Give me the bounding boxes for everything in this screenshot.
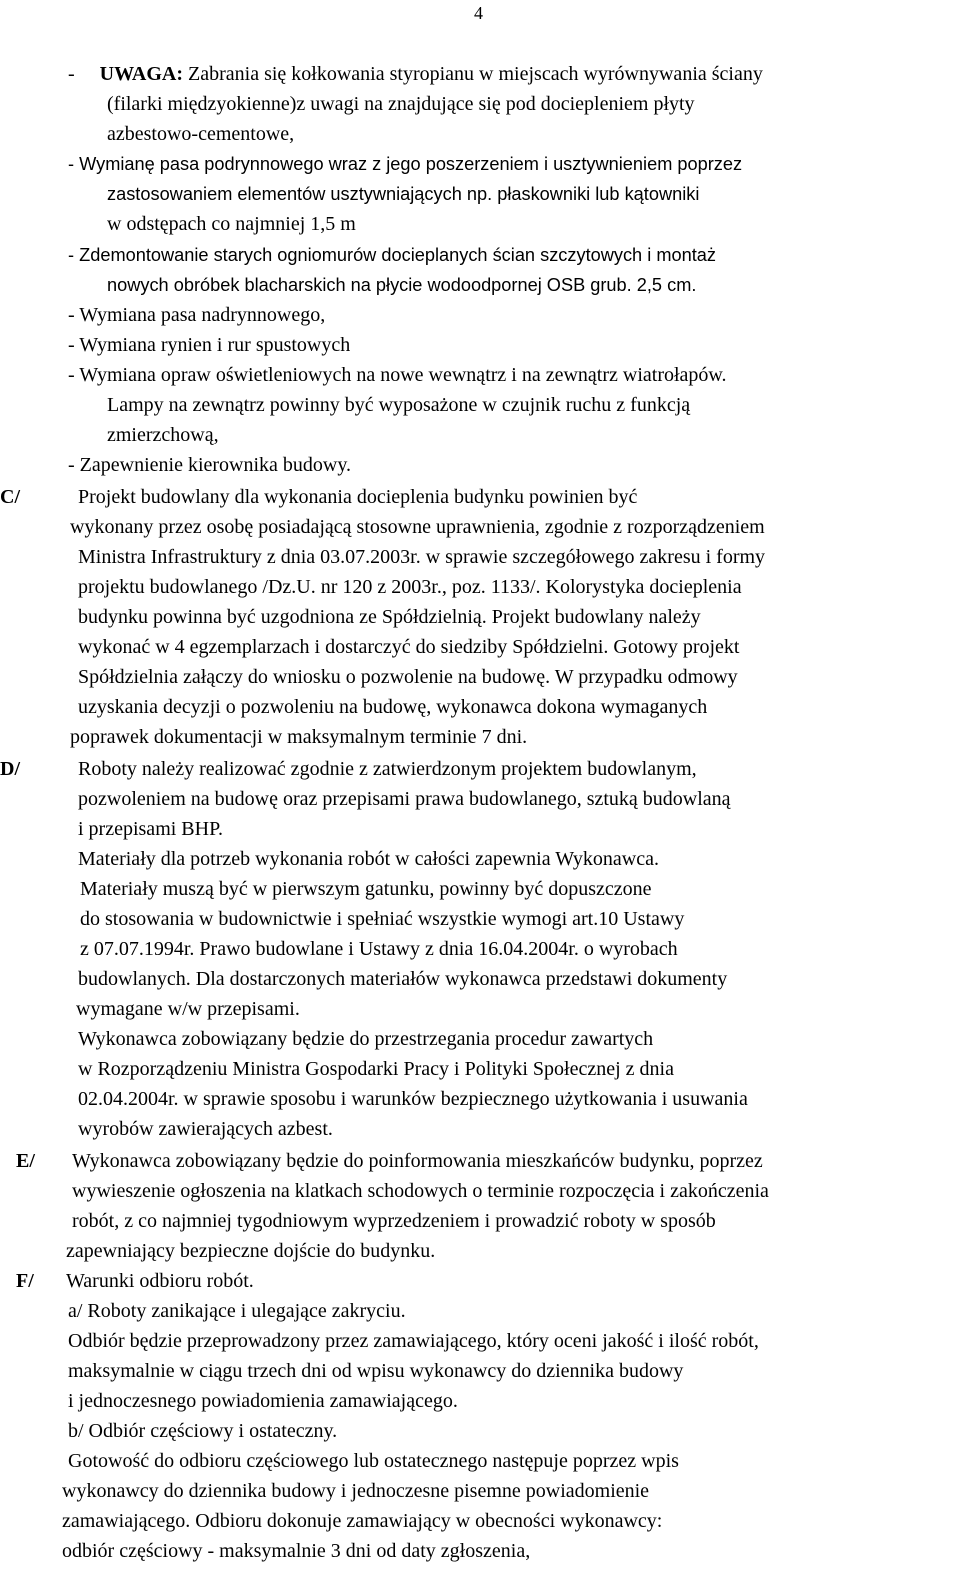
text-line: wykonawcy do dziennika budowy i jednoczesne pisemne powiadomienie — [62, 1480, 650, 1502]
text-line: 02.04.2004r. w sprawie sposobu i warunków bezpiecznego użytkowania i usuwania — [78, 1088, 748, 1110]
text-line: - Zapewnienie kierownika budowy. — [68, 454, 352, 476]
section-marker-d: D/ — [0, 758, 20, 780]
text-line: wyrobów zawierających azbest. — [78, 1118, 333, 1140]
text-line: Ministra Infrastruktury z dnia 03.07.2003r. w sprawie szczegółowego zakresu i formy — [78, 546, 766, 568]
text-line: - Wymianę pasa podrynnowego wraz z jego poszerzeniem i usztywnieniem poprzez — [68, 154, 743, 174]
text-line: - Zdemontowanie starych ogniomurów docieplanych ścian szczytowych i montaż — [68, 245, 716, 265]
text-line: (filarki międzyokienne)z uwagi na znajdujące się pod dociepleniem płyty — [107, 93, 695, 115]
text-line: - Wymiana opraw oświetleniowych na nowe wewnątrz i na zewnątrz wiatrołapów. — [68, 364, 727, 386]
section-marker-e: E/ — [16, 1150, 35, 1172]
text-line: do stosowania w budownictwie i spełniać wszystkie wymogi art.10 Ustawy — [80, 908, 685, 930]
text-line: Materiały muszą być w pierwszym gatunku, powinny być dopuszczone — [80, 878, 652, 900]
text-line: Odbiór będzie przeprowadzony przez zamawiającego, który oceni jakość i ilość robót, — [68, 1330, 759, 1352]
text-line: projektu budowlanego /Dz.U. nr 120 z 2003r., poz. 1133/. Kolorystyka docieplenia — [78, 576, 742, 598]
text-line: zmierzchową, — [107, 424, 219, 446]
text-line: Spółdzielnia załączy do wniosku o pozwolenie na budowę. W przypadku odmowy — [78, 666, 738, 688]
text-line: uzyskania decyzji o pozwoleniu na budowę, wykonawca dokona wymaganych — [78, 696, 708, 718]
text-line: Warunki odbioru robót. — [66, 1270, 254, 1292]
text-line: wymagane w/w przepisami. — [76, 998, 300, 1020]
text-line: - Wymiana pasa nadrynnowego, — [68, 304, 326, 326]
text-line: poprawek dokumentacji w maksymalnym terminie 7 dni. — [70, 726, 528, 748]
warning-text: Zabrania się kołkowania styropianu w miejscach wyrównywania ściany — [188, 63, 763, 85]
text-line: nowych obróbek blacharskich na płycie wodoodpornej OSB grub. 2,5 cm. — [107, 275, 697, 295]
text-line: Wykonawca zobowiązany będzie do poinformowania mieszkańców budynku, poprzez — [72, 1150, 763, 1172]
text-line: zamawiającego. Odbioru dokonuje zamawiający w obecności wykonawcy: — [62, 1510, 663, 1532]
text-line: zapewniający bezpieczne dojście do budynku. — [66, 1240, 436, 1262]
text-line: budynku powinna być uzgodniona ze Spółdzielnią. Projekt budowlany należy — [78, 606, 701, 628]
text-line: i jednoczesnego powiadomienia zamawiającego. — [68, 1390, 458, 1412]
text-line: robót, z co najmniej tygodniowym wyprzedzeniem i prowadzić roboty w sposób — [72, 1210, 716, 1232]
text-line: zastosowaniem elementów usztywniających np. płaskowniki lub kątowniki — [107, 184, 700, 204]
text-line: maksymalnie w ciągu trzech dni od wpisu wykonawcy do dziennika budowy — [68, 1360, 684, 1382]
warning-line: - UWAGA: Zabrania się kołkowania styropianu w miejscach wyrównywania ściany — [68, 63, 763, 85]
text-line: Materiały dla potrzeb wykonania robót w całości zapewnia Wykonawca. — [78, 848, 659, 870]
text-line: Wykonawca zobowiązany będzie do przestrzegania procedur zawartych — [78, 1028, 654, 1050]
text-line: b/ Odbiór częściowy i ostateczny. — [68, 1420, 338, 1442]
text-line: z 07.07.1994r. Prawo budowlane i Ustawy z dnia 16.04.2004r. o wyrobach — [80, 938, 678, 960]
text-line: - Wymiana rynien i rur spustowych — [68, 334, 351, 356]
text-line: azbestowo-cementowe, — [107, 123, 295, 145]
text-line: Roboty należy realizować zgodnie z zatwierdzonym projektem budowlanym, — [78, 758, 697, 780]
warning-label: UWAGA: — [99, 63, 184, 85]
text-line: wykonać w 4 egzemplarzach i dostarczyć do siedziby Spółdzielni. Gotowy projekt — [78, 636, 740, 658]
text-line: wywieszenie ogłoszenia na klatkach schodowych o terminie rozpoczęcia i zakończenia — [72, 1180, 769, 1202]
text-line: w Rozporządzeniu Ministra Gospodarki Pracy i Polityki Społecznej z dnia — [78, 1058, 674, 1080]
text-line: Projekt budowlany dla wykonania docieplenia budynku powinien być — [78, 486, 638, 508]
section-marker-c: C/ — [0, 486, 20, 508]
text-line: a/ Roboty zanikające i ulegające zakryciu. — [68, 1300, 406, 1322]
text-line: w odstępach co najmniej 1,5 m — [107, 213, 356, 235]
page-number: 4 — [474, 3, 483, 23]
text-line: i przepisami BHP. — [78, 818, 223, 840]
text-line: odbiór częściowy - maksymalnie 3 dni od daty zgłoszenia, — [62, 1540, 531, 1562]
section-marker-f: F/ — [16, 1270, 34, 1292]
text-line: budowlanych. Dla dostarczonych materiałów wykonawca przedstawi dokumenty — [78, 968, 728, 990]
text-line: Gotowość do odbioru częściowego lub ostatecznego następuje poprzez wpis — [68, 1450, 679, 1472]
text-line: wykonany przez osobę posiadającą stosowne uprawnienia, zgodnie z rozporządzeniem — [70, 516, 765, 538]
text-line: pozwoleniem na budowę oraz przepisami prawa budowlanego, sztuką budowlaną — [78, 788, 731, 810]
text-line: Lampy na zewnątrz powinny być wyposażone w czujnik ruchu z funkcją — [107, 394, 691, 416]
